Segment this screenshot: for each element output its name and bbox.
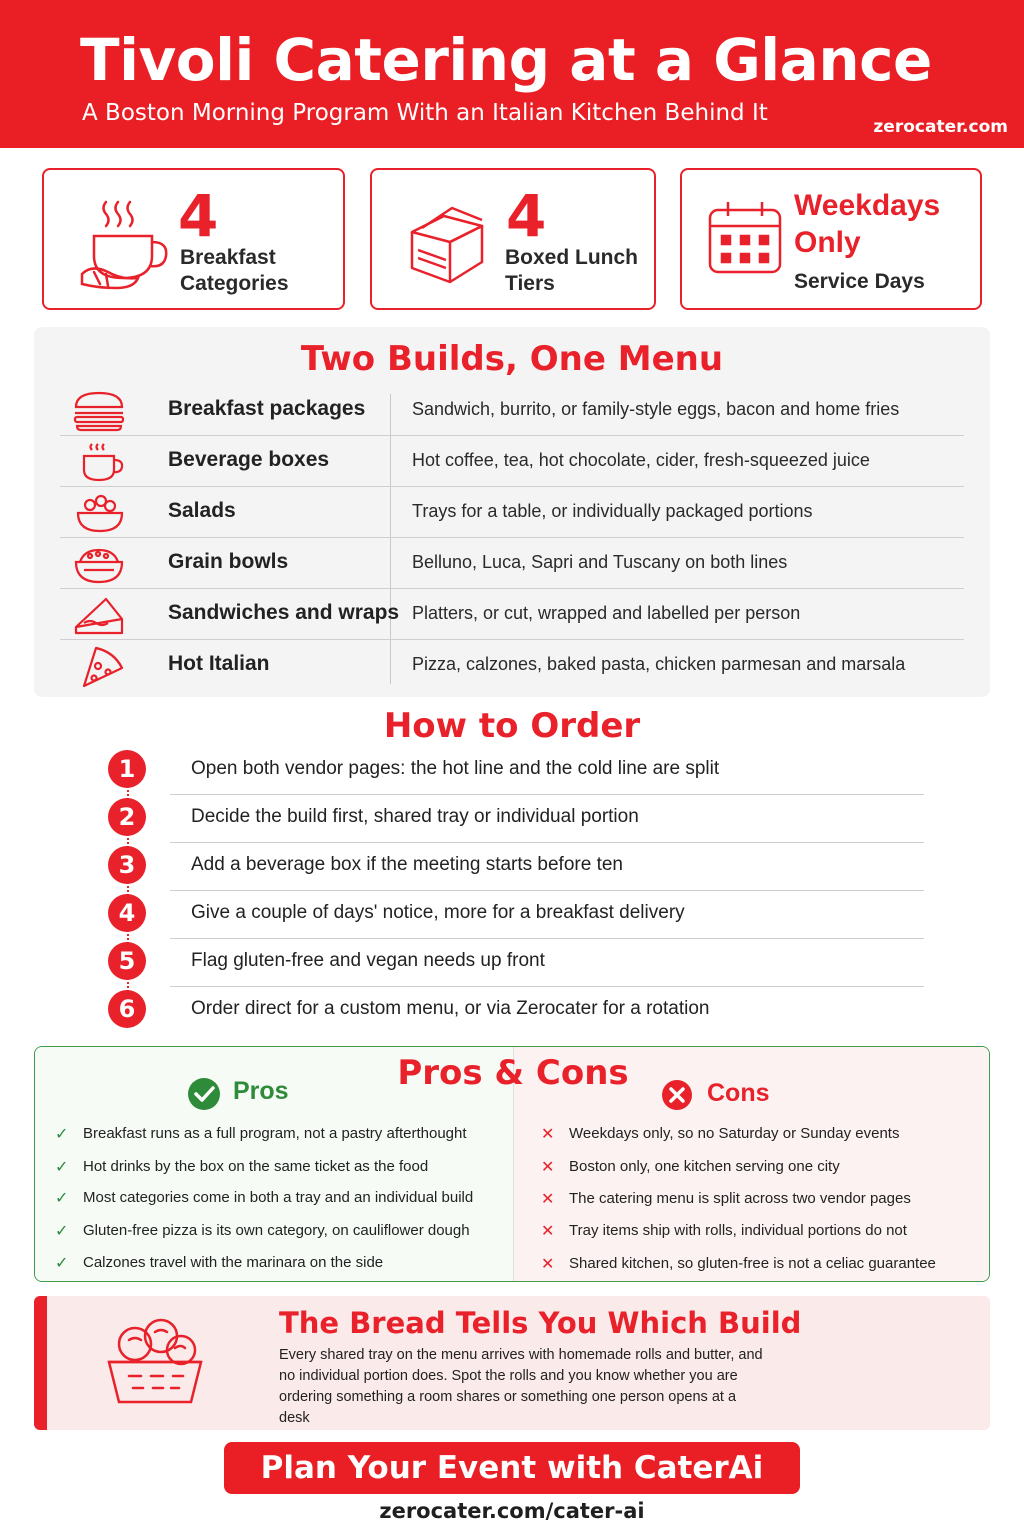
build-row (60, 538, 964, 589)
x-icon: ✕ (541, 1126, 555, 1143)
stat-label-breakfast-1: Breakfast (180, 246, 276, 269)
step-text: Flag gluten-free and vegan needs up front (191, 950, 545, 971)
build-desc: Trays for a table, or individually packaged portions (412, 501, 813, 521)
build-row (60, 385, 964, 436)
pros-cons-section: Pros & Cons Pros Cons ✓ Breakfast runs as a full program, not a pastry afterthought ✓ Hot drinks by the box on the same ticket as the food ✓ Most categories come in both a tray and an individual build ✓ Gluten-free pizza is its own category, on cauliflower dough ✓ Calzones travel with the marinara on the side ✕ Weekdays only, so no Saturday or Sunday events ✕ Boston only, one kitchen serving one city ✕ The catering menu is split across two vendor pages ✕ Tray items ship with rolls, individual portions do not ✕ Shared kitchen, so gluten-free is not a celiac guarantee (34, 1046, 990, 1282)
build-name: Beverage boxes (168, 448, 330, 471)
coffee-croissant-icon (64, 188, 174, 298)
order-step (108, 894, 924, 942)
build-name: Salads (168, 499, 236, 522)
check-icon: ✓ (55, 1190, 69, 1207)
check-icon: ✓ (55, 1126, 69, 1143)
calendar-icon (698, 188, 808, 298)
salad-bowl-icon (70, 491, 128, 535)
step-text: Add a beverage box if the meeting starts before ten (191, 854, 623, 875)
stat-label-service-days: Service Days (794, 270, 925, 293)
sandwich-icon (70, 593, 128, 637)
step-number: 1 (108, 750, 146, 788)
stat-value-boxed-lunch: 4 (506, 182, 547, 250)
step-divider (170, 890, 924, 891)
builds-section (34, 327, 990, 697)
step-number: 3 (108, 846, 146, 884)
stat-label-boxed-2: Tiers (505, 272, 555, 295)
stat-label-boxed-1: Boxed Lunch (505, 246, 639, 269)
build-desc: Sandwich, burrito, or family-style eggs, bacon and home fries (412, 399, 900, 419)
step-divider (170, 986, 924, 987)
step-text: Give a couple of days' notice, more for a breakfast delivery (191, 902, 685, 923)
plan-event-button[interactable]: Plan Your Event with CaterAi (224, 1442, 800, 1494)
build-desc: Belluno, Luca, Sapri and Tuscany on both lines (412, 552, 788, 572)
build-name: Grain bowls (168, 550, 289, 573)
stat-value-weekdays-1: Weekdays (794, 189, 941, 222)
stat-card-service-days (680, 168, 982, 310)
step-number: 6 (108, 990, 146, 1028)
site-link[interactable]: zerocater.com (873, 117, 1008, 137)
build-desc: Pizza, calzones, baked pasta, chicken parmesan and marsala (412, 654, 906, 674)
step-text: Decide the build first, shared tray or individual portion (191, 806, 639, 827)
x-icon: ✕ (541, 1159, 555, 1176)
howto-title: How to Order (383, 706, 641, 746)
order-step (108, 798, 924, 846)
build-row (60, 436, 964, 487)
check-icon: ✓ (55, 1255, 69, 1272)
step-number: 2 (108, 798, 146, 836)
step-text: Open both vendor pages: the hot line and the cold line are split (191, 758, 720, 779)
x-icon: ✕ (541, 1191, 555, 1208)
build-name: Hot Italian (168, 652, 270, 675)
build-name: Sandwiches and wraps (168, 601, 400, 624)
builds-title: Two Builds, One Menu (300, 339, 724, 379)
step-number: 4 (108, 894, 146, 932)
grain-bowl-icon (70, 542, 128, 586)
stat-card-boxed-lunch (370, 168, 656, 310)
bread-title: The Bread Tells You Which Build (279, 1306, 802, 1340)
stat-value-breakfast: 4 (178, 182, 219, 250)
build-row (60, 487, 964, 538)
build-desc: Hot coffee, tea, hot chocolate, cider, fresh-squeezed juice (412, 450, 870, 470)
pros-heading: Pros (233, 1077, 289, 1105)
cta-link[interactable]: zerocater.com/cater-ai (379, 1499, 645, 1523)
step-number: 5 (108, 942, 146, 980)
burger-icon (70, 389, 128, 433)
box-icon (392, 188, 502, 298)
build-name: Breakfast packages (168, 397, 366, 420)
cons-heading: Cons (707, 1079, 770, 1107)
header-banner (0, 0, 1024, 148)
stat-card-breakfast (42, 168, 345, 310)
bread-basket-icon (95, 1310, 215, 1410)
x-icon: ✕ (541, 1256, 555, 1273)
build-row (60, 640, 964, 691)
stat-label-breakfast-2: Categories (180, 272, 289, 295)
bread-callout (34, 1296, 990, 1430)
step-divider (170, 938, 924, 939)
check-icon: ✓ (55, 1223, 69, 1240)
order-step (108, 990, 924, 1038)
page-subtitle: A Boston Morning Program With an Italian Kitchen Behind It (82, 100, 768, 126)
x-circle-icon (661, 1079, 693, 1111)
order-step (108, 942, 924, 990)
x-icon: ✕ (541, 1223, 555, 1240)
pros-cons-title: Pros & Cons (397, 1053, 629, 1093)
pizza-icon (70, 644, 128, 688)
check-icon: ✓ (55, 1159, 69, 1176)
build-desc: Platters, or cut, wrapped and labelled per person (412, 603, 801, 623)
order-step (108, 750, 924, 798)
step-divider (170, 842, 924, 843)
build-row (60, 589, 964, 640)
bread-body: Every shared tray on the menu arrives with homemade rolls and butter, and no individual portion does. Spot the rolls and you know whether you are ordering something a room shares or something one person opens at a desk (279, 1347, 763, 1426)
order-step (108, 846, 924, 894)
stat-value-weekdays-2: Only (794, 226, 861, 259)
step-text: Order direct for a custom menu, or via Zerocater for a rotation (191, 998, 710, 1019)
check-circle-icon (187, 1077, 221, 1111)
cup-icon (70, 440, 128, 484)
step-divider (170, 794, 924, 795)
page-title: Tivoli Catering at a Glance (80, 26, 932, 94)
